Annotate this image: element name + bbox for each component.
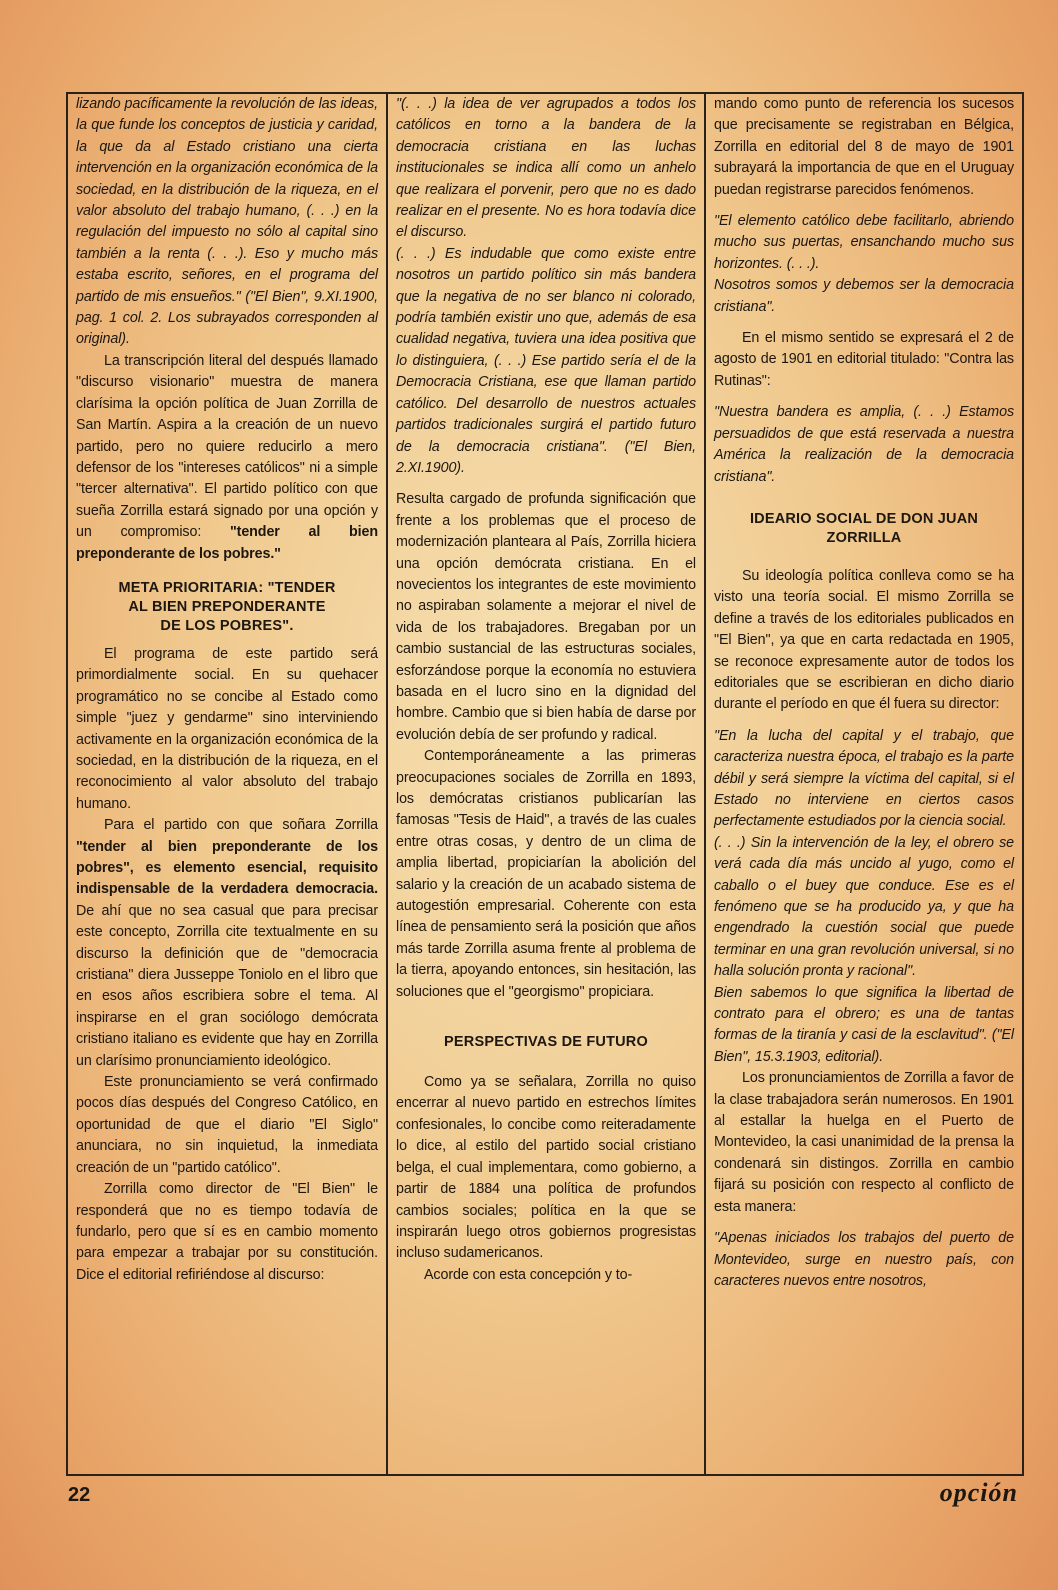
quote: (. . .) Sin la intervención de la ley, el obrero se verá cada día más uncido al yugo, como el caballo o el buey que conduce. Ese es el fenómeno que se ha producido ya, y que ha engendrado la cuestión social que puede terminar en una gran revolución universal, si no halla solución pronta y racional".	[714, 834, 1014, 980]
text: De ahí que no sea casual que para precisar este concepto, Zorrilla cite textualmente en su discurso la definición que de "democracia cristiana" diera Jusseppe Toniolo en el libro que en esos años escribiera sobre el tema. Al inspirarse en el gran sociólogo demócrata cristiano italiano es evidente que hay en Zorrilla un clarísimo pronunciamiento ideológico.	[76, 902, 378, 1069]
paragraph: Zorrilla como director de "El Bien" le responderá que no es tiempo todavía de fundarlo, pero que sí es en cambio momento para empezar a trabajar por su constitución. Dice el editorial refiriéndose al discurso:	[76, 1181, 378, 1283]
magazine-logo: opción	[939, 1478, 1018, 1507]
paragraph: Acorde con esta concepción y to-	[424, 1266, 633, 1283]
paragraph: mando como punto de referencia los sucesos que precisamente se registraban en Bélgica, Zorrilla en editorial del 8 de mayo de 1901 subrayará la importancia de que en el Uruguay puedan registrarse parecidos fenómenos.	[714, 96, 1014, 198]
column-1	[68, 94, 386, 1474]
paragraph: lizando pacíficamente la revolución de las ideas, la que funde los conceptos de justicia y caridad, la que da al Estado cristiano una cierta intervención en la organización económica de la sociedad, en la distribución de la riqueza, en el valor absoluto del trabajo humano, (. . .) en la regulación del impuesto no sólo al capital sino también a la renta (. . .). Eso y mucho más estaba escrito, señores, en el programa del partido de mis ensueños." ("El Bien", 9.XI.1900, pag. 1 col. 2. Los subrayados corresponden al original).	[76, 96, 378, 348]
paragraph: Contemporáneamente a las primeras preocupaciones sociales de Zorrilla en 1893, los demócratas cristianos publicarían las famosas "Tesis de Haid", a través de las cuales entre otras cosas, y dentro de un clima de amplia libertad, propiciarían la abolición del salario y la creación de un acabado sistema de autogestión empresarial. Coherente con esta línea de pensamiento será la posición que años más tarde Zorrilla asuma frente al problema de la tierra, apoyando entonces, sin hesitación, las soluciones que el "georgismo" propiciara.	[396, 748, 696, 1000]
emphasis: "tender al bien preponderante de los pobres", es elemento esencial, requisito indispensable de la verdadera democracia.	[76, 838, 378, 898]
quote: Nosotros somos y debemos ser la democracia cristiana".	[714, 277, 1014, 315]
section-heading: PERSPECTIVAS DE FUTURO	[444, 1034, 648, 1051]
paragraph: Resulta cargado de profunda significación que frente a los problemas que el proceso de modernización planteara al País, Zorrilla hiciera una opción demócrata cristiana. En el novecientos los integrantes de este movimiento no aspiraban solamente a mejorar el nivel de vida de los trabajadores. Bregaban por un cambio sustancial de las estructuras sociales, esforzándose porque la economía no estuviera basada en el lucro sino en la dignidad del hombre. Cambio que si bien había de darse por evolución debía de ser profundo y radical.	[396, 491, 696, 743]
paragraph	[76, 351, 378, 565]
paragraph: Los pronunciamientos de Zorrilla a favor de la clase trabajadora serán numerosos. En 1901 al estallar la huelga en el Puerto de Montevideo, la casi unanimidad de la prensa la condenará sin distingos. Zorrilla en cambio fijará su posición con respecto al conflicto de esta manera:	[714, 1070, 1014, 1215]
quote: "Apenas iniciados los trabajos del puerto de Montevideo, surge en nuestro país, con caracteres nuevos entre nosotros,	[714, 1230, 1014, 1289]
text: La transcripción literal del después llamado "discurso visionario" muestra de manera clarísima la opción política de Juan Zorrilla de San Martín. Aspira a la creación de un nuevo partido, pero no quiere reducirlo a mero defensor de los "intereses católicos" ni a simple "tercer alternativa". El partido político con que sueña Zorrilla estará signado por una opción y un compromiso:	[76, 352, 378, 541]
text: Para el partido con que soñara Zorrilla	[104, 817, 378, 834]
heading-line: DE LOS POBRES".	[160, 617, 294, 634]
column-2	[386, 94, 704, 1474]
paragraph	[76, 815, 378, 1072]
emphasis: "tender al bien preponderante de los pobres."	[76, 524, 379, 562]
heading-line: ZORRILLA	[826, 529, 902, 546]
quote: Bien sabemos lo que significa la libertad de contrato para el obrero; es una de tantas formas de la tiranía y casi de la esclavitud". ("El Bien", 15.3.1903, editorial).	[714, 984, 1014, 1065]
quote: (. . .) Es indudable que como existe entre nosotros un partido político sin más bandera que la negativa de no ser blanco ni colorado, podría también existir uno que, además de esa cualidad negativa, tuviera una idea positiva que lo distinguiera, (. . .) Ese partido sería el de la Democracia Cristiana, ese que llaman partido católico. Del desarrollo de nuestros actuales partidos tradicionales surgirá el partido futuro de la democracia cristiana". ("El Bien, 2.XI.1900).	[396, 245, 696, 476]
heading-line: META PRIORITARIA: "TENDER	[118, 579, 336, 596]
quote: "El elemento católico debe facilitarlo, abriendo mucho sus puertas, ensanchando mucho sus horizontes. (. . .).	[714, 213, 1014, 272]
column-3	[704, 94, 1022, 1474]
section-heading	[714, 510, 1014, 548]
paragraph: Su ideología política conlleva como se ha visto una teoría social. El mismo Zorrilla se define a través de los editoriales publicados en "El Bien", ya que en carta redactada en 1905, se reconoce expresamente autor de todos los editoriales que se escribieran en dicho diario durante el período en que él fuera su director:	[714, 567, 1014, 713]
section-heading	[76, 579, 378, 636]
paragraph: Este pronunciamiento se verá confirmado pocos días después del Congreso Católico, en oportunidad de que el diario "El Siglo" anunciara, no sin inquietud, la inmediata creación de un "partido católico".	[76, 1074, 378, 1176]
quote: "(. . .) la idea de ver agrupados a todos los católicos en torno a la bandera de la democracia cristiana en las luchas institucionales se indica allí como un anhelo que realizara el porvenir, pero que no es dado realizar en el presente. No es hora todavía dice el discurso.	[396, 96, 696, 241]
paragraph: El programa de este partido será primordialmente social. En su quehacer programático no se concibe al Estado como simple "juez y gendarme" sino interviniendo activamente en la organización económica de la sociedad, en la distribución de la riqueza, en el reconocimiento al valor absoluto del trabajo humano.	[76, 645, 378, 812]
paragraph: Como ya se señalara, Zorrilla no quiso encerrar al nuevo partido en estrechos límites confesionales, lo concibe como reiteradamente lo dice, al estilo del partido social cristiano belga, el cual implementara, como gobierno, a partir de 1884 una política de profundos cambios sociales; política en la que se inspirarán luego otros gobiernos progresistas incluso sudamericanos.	[396, 1074, 696, 1262]
quote: "Nuestra bandera es amplia, (. . .) Estamos persuadidos de que está reservada a nuestra América la realización de la democracia cristiana".	[714, 404, 1014, 485]
heading-line: AL BIEN PREPONDERANTE	[128, 598, 326, 615]
page-number: 22	[68, 1484, 91, 1506]
paragraph: En el mismo sentido se expresará el 2 de agosto de 1901 en editorial titulado: "Contra las Rutinas":	[714, 330, 1014, 389]
heading-line: IDEARIO SOCIAL DE DON JUAN	[749, 510, 979, 527]
quote: "En la lucha del capital y el trabajo, que caracteriza nuestra época, el trabajo es la parte débil y será siempre la víctima del capital, si el Estado no interviene en ciertos casos perfectamente estudiados por la ciencia social.	[714, 727, 1014, 830]
